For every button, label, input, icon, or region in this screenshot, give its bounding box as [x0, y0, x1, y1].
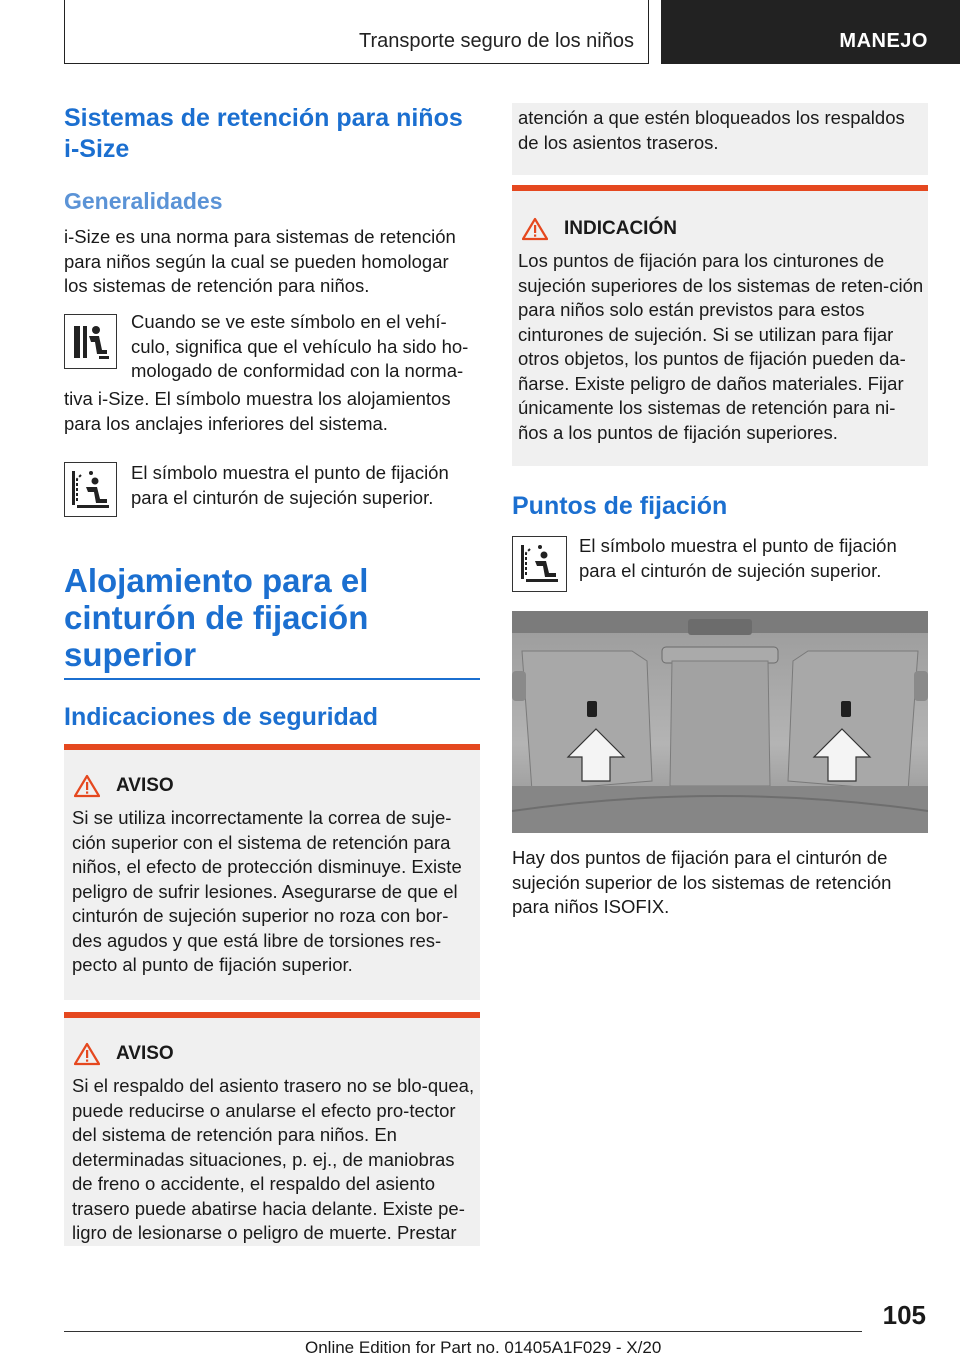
warning-title-2: AVISO — [116, 1043, 174, 1064]
isize-symbol-paragraph: Cuando se ve este símbolo en el vehí-culo, significa que el vehículo ha sido ho-mologado de conformidad con la norma- — [131, 311, 469, 381]
warning-box-2-cont — [512, 103, 928, 175]
warning-triangle-icon — [522, 217, 548, 241]
notice-text: Los puntos de fijación para los cinturones de sujeción superiores de los sistemas de reten-ción para niños solo están previstos para estos cinturones de sujeción. Si se utilizan para fijar otros objetos, los puntos de fijación pueden da-ñarse. Existe peligro de daños materiales. Fijar únicamente los sistemas de retención para ni-ños a los puntos de fijación superiores. — [518, 250, 924, 443]
footer-rule — [64, 1331, 862, 1332]
top-tether-symbol-icon-2 — [512, 536, 567, 592]
page-number: 105 — [882, 1300, 926, 1330]
photo-caption: Hay dos puntos de fijación para el cinturón de sujeción superior de los sistemas de retención para niños ISOFIX. — [512, 847, 892, 917]
warning-box-2 — [64, 1012, 480, 1246]
heading-puntos: Puntos de fijación — [512, 492, 728, 520]
heading-isize: Sistemas de retención para niños i-Size — [64, 104, 463, 163]
isize-symbol-icon — [64, 314, 117, 369]
isize-symbol-paragraph-cont: tiva i-Size. El símbolo muestra los alojamientos para los anclajes inferiores del sistema. — [64, 388, 451, 434]
header-section-box — [64, 0, 649, 64]
top-tether-paragraph: El símbolo muestra el punto de fijación para el cinturón de sujeción superior. — [131, 462, 449, 508]
notice-box — [512, 185, 928, 466]
notice-title: INDICACIÓN — [564, 218, 677, 239]
warning-triangle-icon — [74, 1042, 100, 1066]
top-tether-paragraph-2: El símbolo muestra el punto de fijación para el cinturón de sujeción superior. — [579, 535, 897, 581]
heading-underline — [64, 678, 480, 680]
top-tether-symbol-icon — [64, 462, 117, 517]
warning-box-1 — [64, 744, 480, 1000]
warning-text-2-cont: atención a que estén bloqueados los respaldos de los asientos traseros. — [518, 107, 905, 153]
warning-text-2: Si el respaldo del asiento trasero no se blo-quea, puede reducirse o anularse el efecto pro-tector del sistema de retención para niños. En determinadas situaciones, p. ej., de maniobras de freno o accidente, el respaldo del asiento trasero puede abatirse hacia delante. Existe pe-ligro de lesionarse o peligro de muerte. Prestar — [72, 1075, 475, 1243]
warning-title-1: AVISO — [116, 775, 174, 796]
header-chapter-label: MANEJO — [839, 30, 928, 52]
warning-triangle-icon — [74, 774, 100, 798]
heading-generalidades: Generalidades — [64, 188, 223, 214]
heading-seguridad: Indicaciones de seguridad — [64, 703, 378, 731]
anchor-points-photo — [512, 611, 928, 833]
header-chapter-tab — [661, 0, 960, 64]
warning-text-1: Si se utiliza incorrectamente la correa de suje-ción superior con el sistema de retención para niños, el efecto de protección disminuye. Existe peligro de sufrir lesiones. Asegurarse de que el cinturón de sujeción superior no roza con bor-des agudos y que está libre de torsiones res-pecto al punto de fijación superior. — [72, 807, 462, 975]
intro-paragraph: i-Size es una norma para sistemas de retención para niños según la cual se pueden homologar los sistemas de retención para niños. — [64, 226, 456, 296]
heading-alojamiento: Alojamiento para el cinturón de fijación superior — [64, 562, 369, 673]
footer-edition: Online Edition for Part no. 01405A1F029 - X/20 — [305, 1338, 662, 1357]
header-section-title: Transporte seguro de los niños — [359, 30, 634, 52]
